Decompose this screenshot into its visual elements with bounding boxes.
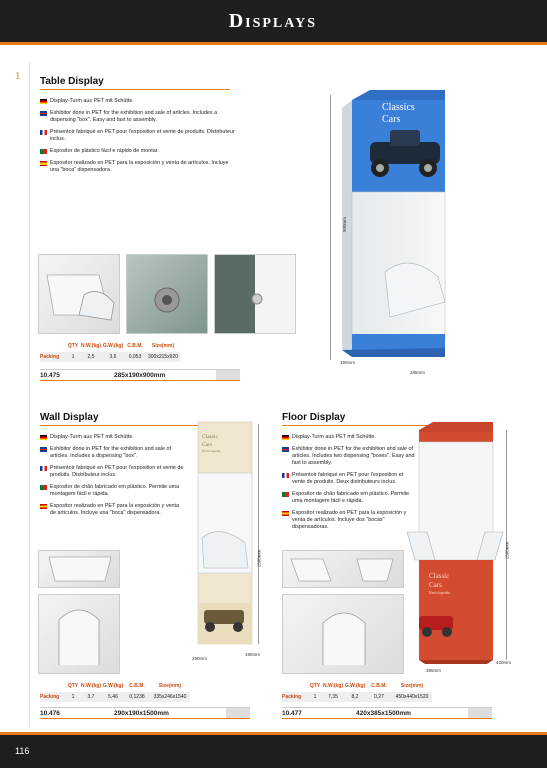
product-size: 290x190x1500mm	[114, 709, 169, 717]
desc-en: Exhibitor done in PET for the exhibition and sale of articles. Includes a dispensing "box". Easy and fast to assembly.	[40, 110, 235, 124]
table-display-product-image	[330, 82, 480, 374]
side-divider	[29, 62, 30, 727]
chapter-number: 1	[15, 70, 21, 82]
table-display-spec-table	[40, 341, 230, 365]
page-title: Displays	[228, 10, 317, 32]
chapter-marker	[0, 60, 30, 768]
table-detail-photo-3	[214, 254, 296, 334]
spec-header-row: QTY N.W.(kg) G.W.(kg) C.B.M. Size(mm)	[67, 343, 175, 349]
flag-es-icon	[282, 511, 289, 516]
floor-display-description	[282, 434, 417, 536]
wall-display-spec-table	[40, 681, 240, 705]
wall-detail-photo-2	[38, 594, 120, 674]
box-text-classic: Classic	[202, 434, 218, 440]
flag-de-icon	[40, 99, 47, 104]
flag-fr-icon	[282, 473, 289, 478]
color-swatch	[468, 708, 492, 718]
wall-height-label: 1500mm	[256, 549, 262, 568]
header-rule	[0, 42, 547, 45]
desc-en: Exhibitor done in PET for the exhibition and sale of articles. Includes a dispensing "box".	[40, 446, 185, 460]
spec-values-row: Packing 1 2,5 3,6 0,053 300x215x920	[40, 354, 179, 360]
flag-gb-icon	[40, 111, 47, 116]
wall-display-description	[40, 434, 185, 522]
desc-fr: Présentoir fabriqué en PET pour l'exposition et vente de produits. Distributeur inclus.	[40, 465, 185, 479]
page-number: 116	[15, 746, 30, 756]
spec-header-row: QTY N.W.(kg) G.W.(kg) C.B.M. Size(mm)	[309, 683, 424, 689]
wall-display-product-image	[190, 418, 265, 648]
floor-detail-photo-1	[282, 550, 404, 588]
wall-display-title: Wall Display	[40, 412, 99, 423]
table-height-label: 900mm	[342, 216, 348, 233]
flag-de-icon	[282, 435, 289, 440]
box-text-cars: Cars	[429, 581, 442, 589]
wall-detail-photo-1	[38, 550, 120, 588]
floor-detail-photo-2	[282, 594, 404, 674]
table-width-label: 285mm	[410, 370, 426, 375]
box-text-enciclopedia: Enciclopedia	[429, 590, 450, 595]
flag-de-icon	[40, 435, 47, 440]
floor-display-product-image	[405, 420, 505, 665]
floor-width-label: 385mm	[426, 668, 442, 673]
flag-pt-icon	[282, 492, 289, 497]
table-display-rule	[40, 89, 230, 90]
flag-gb-icon	[40, 447, 47, 452]
wall-depth-label: 190mm	[245, 652, 261, 657]
floor-display-spec-table	[282, 681, 482, 705]
box-text-enciclopedia: Enciclopedia	[202, 449, 221, 453]
spec-header-row: QTY N.W.(kg) G.W.(kg) C.B.M. Size(mm)	[67, 683, 182, 689]
floor-depth-label: 420mm	[496, 660, 512, 665]
table-detail-photo-1	[38, 254, 120, 334]
desc-fr: Présentoir fabriqué en PET pour l'exposition et vente de produits. Deux distributeurs inclus.	[282, 472, 417, 486]
desc-de: Display-Turm aus PET mit Schütte.	[40, 434, 185, 441]
table-display-description	[40, 98, 235, 179]
product-code: 10.477	[282, 709, 302, 717]
spec-values-row: Packing 1 7,35 8,2 0,27 450x440x1520	[282, 692, 432, 702]
table-display-title: Table Display	[40, 76, 104, 87]
color-swatch	[226, 708, 250, 718]
desc-en: Exhibitor done in PET for the exhibition and sale of articles. Includes two dispensing "boxes". Easy and fast to assembly.	[282, 446, 417, 467]
table-display-code-row	[40, 369, 240, 381]
flag-pt-icon	[40, 485, 47, 490]
flag-fr-icon	[40, 130, 47, 135]
spec-values-row: Packing 1 3,7 5,46 0,1238 335x246x1540	[40, 692, 190, 702]
flag-es-icon	[40, 504, 47, 509]
flag-fr-icon	[40, 466, 47, 471]
wall-display-code-row	[40, 707, 250, 719]
page-footer	[0, 735, 547, 768]
box-text-cars: Cars	[382, 114, 401, 125]
desc-pt: Expositor de plástico fácil e rápido de montar.	[40, 148, 235, 155]
wall-width-label: 290mm	[192, 656, 208, 661]
table-detail-photo-2	[126, 254, 208, 334]
desc-de: Display-Turm aus PET mit Schütte.	[282, 434, 417, 441]
floor-height-label: 1500mm	[504, 541, 510, 560]
flag-pt-icon	[40, 149, 47, 154]
floor-display-title: Floor Display	[282, 412, 346, 423]
color-swatch	[216, 370, 240, 380]
page-header	[0, 0, 547, 42]
flag-gb-icon	[282, 447, 289, 452]
product-size: 285x190x900mm	[114, 371, 166, 379]
desc-es: Expositor realizado en PET para la exposición y venta de artículos. Incluye dos "bocas" dispensadoras.	[282, 510, 417, 531]
product-size: 420x385x1500mm	[356, 709, 411, 717]
table-height-line	[330, 95, 331, 360]
product-code: 10.475	[40, 371, 60, 379]
desc-fr: Présentoir fabriqué en PET pour l'exposition et vente de produits. Distributeur inclus.	[40, 129, 235, 143]
floor-display-code-row	[282, 707, 492, 719]
table-depth-label: 190mm	[340, 360, 356, 365]
product-code: 10.476	[40, 709, 60, 717]
desc-de: Display-Turm aus PET mit Schütte.	[40, 98, 235, 105]
desc-es: Expositor realizado en PET para la exposición y venta de artículos. Incluye una "boca" dispensadora.	[40, 160, 235, 174]
flag-es-icon	[40, 161, 47, 166]
desc-pt: Expositor de chão fabricado em plástico. Permite uma montagem fácil e rápida.	[282, 491, 417, 505]
desc-es: Expositor realizado en PET para la exposición y venta de artículos. Incluye una "boca" dispensadora.	[40, 503, 185, 517]
box-text-classics: Classics	[382, 102, 415, 113]
desc-pt: Expositor de chão fabricado em plástico. Permite uma montagem fácil e rápida.	[40, 484, 185, 498]
box-text-cars: Cars	[202, 442, 213, 448]
box-text-classic: Classic	[429, 572, 450, 580]
